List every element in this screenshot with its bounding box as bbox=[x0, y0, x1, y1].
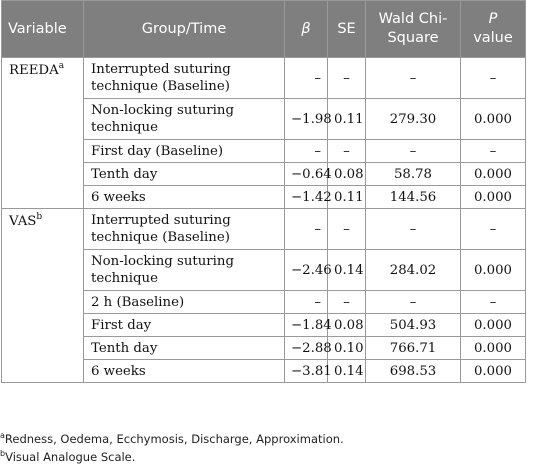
group-time-cell: 6 weeks bbox=[84, 186, 285, 209]
header-wald: Wald Chi-Square bbox=[366, 1, 461, 58]
footnote-text: Redness, Oedema, Ecchymosis, Discharge, Approximation. bbox=[4, 432, 344, 446]
p-value-cell: – bbox=[461, 291, 526, 314]
p-value-cell: 0.000 bbox=[461, 163, 526, 186]
footnote-text: Visual Analogue Scale. bbox=[5, 450, 136, 464]
group-time-cell: Interrupted suturing technique (Baseline) bbox=[84, 209, 285, 250]
results-table bbox=[1, 0, 526, 383]
se-cell: 0.14 bbox=[328, 250, 366, 291]
variable-cell bbox=[2, 209, 84, 383]
footnote bbox=[0, 448, 344, 466]
se-cell: 0.10 bbox=[328, 337, 366, 360]
group-time-cell: First day (Baseline) bbox=[84, 140, 285, 163]
p-value-cell: 0.000 bbox=[461, 250, 526, 291]
p-value-cell: 0.000 bbox=[461, 337, 526, 360]
header-se: SE bbox=[328, 1, 366, 58]
beta-cell: −1.42 bbox=[285, 186, 328, 209]
wald-cell: – bbox=[366, 140, 461, 163]
se-cell: 0.11 bbox=[328, 186, 366, 209]
table-row bbox=[2, 58, 526, 99]
footnote bbox=[0, 430, 344, 448]
group-time-cell: 2 h (Baseline) bbox=[84, 291, 285, 314]
footnote-marker: b bbox=[36, 212, 43, 222]
se-cell: 0.08 bbox=[328, 314, 366, 337]
wald-cell: – bbox=[366, 58, 461, 99]
header-p-letter: P bbox=[488, 11, 498, 27]
header-beta-symbol: β bbox=[301, 20, 311, 37]
table-body bbox=[2, 58, 526, 383]
table-header bbox=[2, 1, 526, 58]
p-value-cell: – bbox=[461, 140, 526, 163]
se-cell: 0.14 bbox=[328, 360, 366, 383]
se-cell: – bbox=[328, 58, 366, 99]
se-cell: – bbox=[328, 209, 366, 250]
p-value-cell: 0.000 bbox=[461, 314, 526, 337]
beta-cell: – bbox=[285, 209, 328, 250]
wald-cell: – bbox=[366, 291, 461, 314]
beta-cell: – bbox=[285, 58, 328, 99]
header-variable: Variable bbox=[2, 1, 84, 58]
wald-cell: 279.30 bbox=[366, 99, 461, 140]
variable-cell bbox=[2, 58, 84, 209]
se-cell: – bbox=[328, 140, 366, 163]
wald-cell: 284.02 bbox=[366, 250, 461, 291]
beta-cell: −1.98 bbox=[285, 99, 328, 140]
p-value-cell: 0.000 bbox=[461, 99, 526, 140]
wald-cell: 144.56 bbox=[366, 186, 461, 209]
group-time-cell: Non-locking suturing technique bbox=[84, 99, 285, 140]
table-row bbox=[2, 209, 526, 250]
footnote-mark: b bbox=[0, 449, 6, 458]
footnotes bbox=[0, 430, 344, 466]
group-time-cell: 6 weeks bbox=[84, 360, 285, 383]
p-value-cell: 0.000 bbox=[461, 360, 526, 383]
beta-cell: −1.84 bbox=[285, 314, 328, 337]
footnote-mark: a bbox=[0, 431, 5, 440]
group-time-cell: Interrupted suturing technique (Baseline) bbox=[84, 58, 285, 99]
wald-cell: 504.93 bbox=[366, 314, 461, 337]
group-time-cell: First day bbox=[84, 314, 285, 337]
se-cell: 0.11 bbox=[328, 99, 366, 140]
beta-cell: −0.64 bbox=[285, 163, 328, 186]
header-group-time: Group/Time bbox=[84, 1, 285, 58]
group-time-cell: Non-locking suturing technique bbox=[84, 250, 285, 291]
beta-cell: −3.81 bbox=[285, 360, 328, 383]
p-value-cell: 0.000 bbox=[461, 186, 526, 209]
wald-cell: 698.53 bbox=[366, 360, 461, 383]
beta-cell: – bbox=[285, 291, 328, 314]
p-value-cell: – bbox=[461, 58, 526, 99]
header-p-value bbox=[461, 1, 526, 58]
header-p-word: value bbox=[473, 30, 513, 46]
header-row bbox=[2, 1, 526, 58]
header-beta bbox=[285, 1, 328, 58]
beta-cell: −2.88 bbox=[285, 337, 328, 360]
group-time-cell: Tenth day bbox=[84, 337, 285, 360]
variable-name: VAS bbox=[9, 214, 37, 229]
p-value-cell: – bbox=[461, 209, 526, 250]
se-cell: 0.08 bbox=[328, 163, 366, 186]
wald-cell: – bbox=[366, 209, 461, 250]
wald-cell: 766.71 bbox=[366, 337, 461, 360]
footnote-marker: a bbox=[58, 61, 65, 71]
variable-name: REEDA bbox=[9, 63, 59, 78]
group-time-cell: Tenth day bbox=[84, 163, 285, 186]
se-cell: – bbox=[328, 291, 366, 314]
wald-cell: 58.78 bbox=[366, 163, 461, 186]
beta-cell: −2.46 bbox=[285, 250, 328, 291]
beta-cell: – bbox=[285, 140, 328, 163]
